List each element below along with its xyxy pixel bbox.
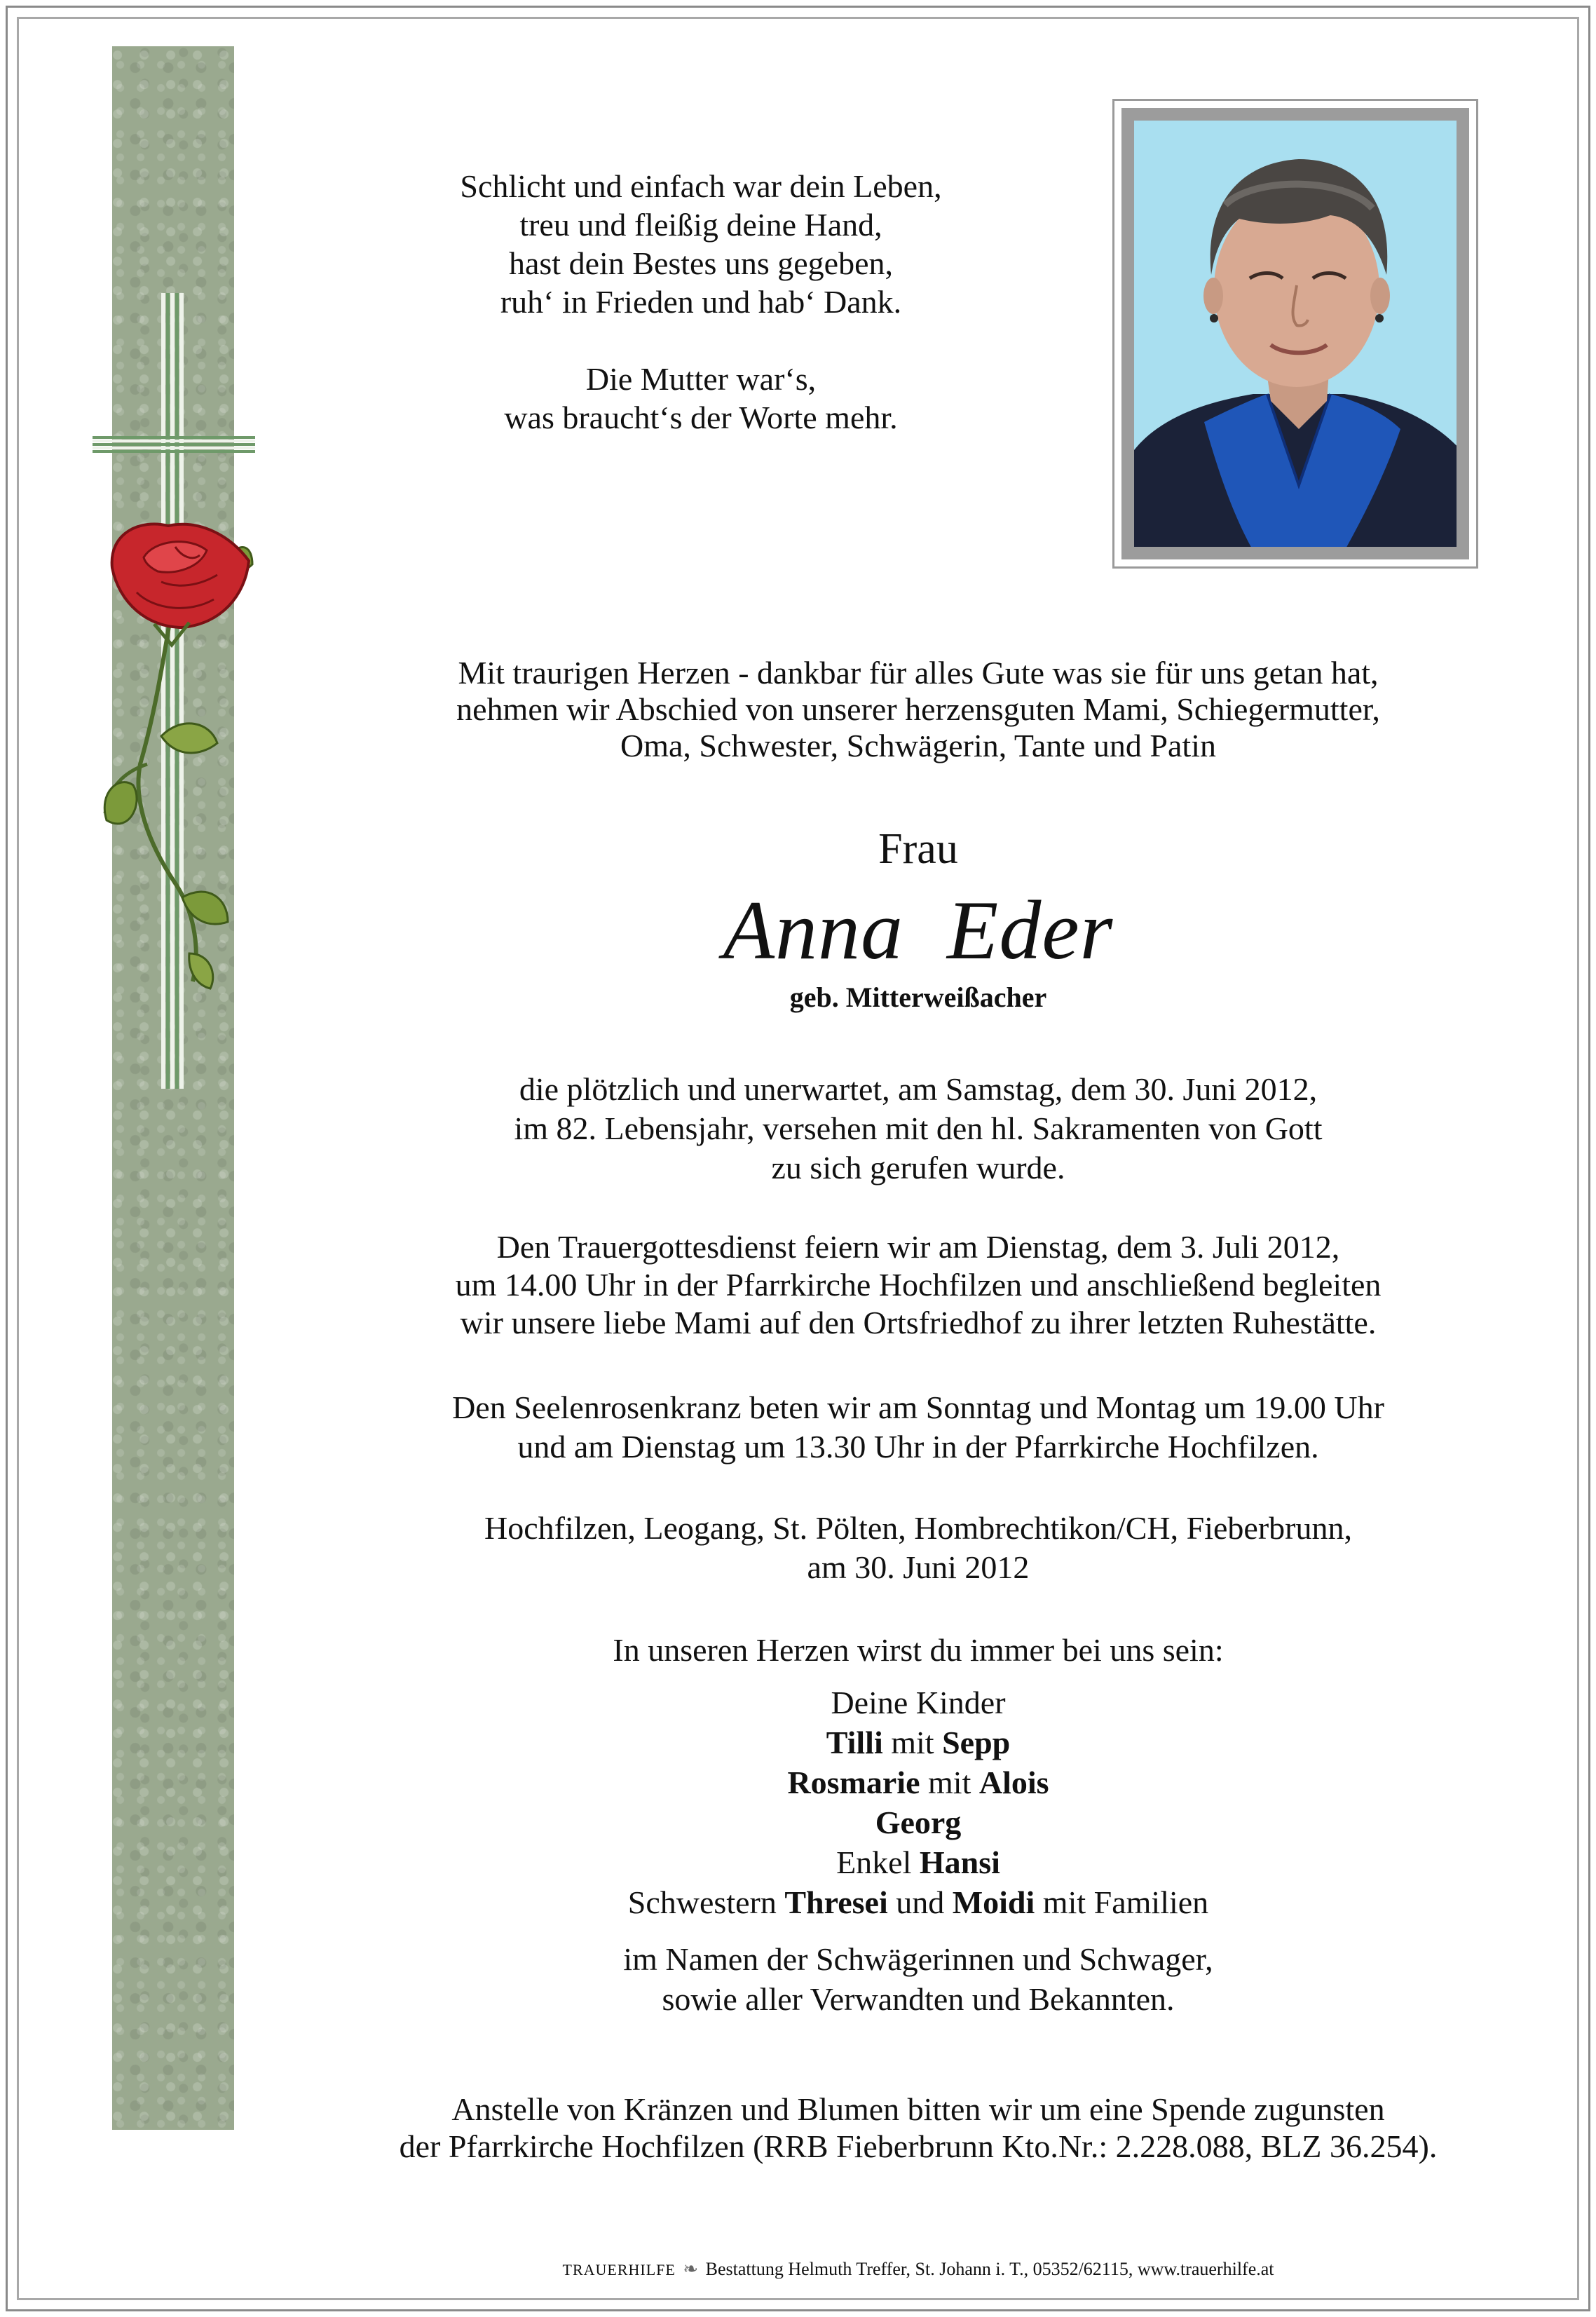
portrait-frame	[1112, 99, 1478, 569]
family-line-enkel	[350, 1842, 1486, 1882]
poem-line: Schlicht und einfach war dein Leben,	[460, 168, 942, 204]
hearts-line: In unseren Herzen wirst du immer bei uns sein:	[613, 1632, 1224, 1668]
family-name: Rosmarie	[787, 1765, 920, 1800]
feather-icon: ❧	[683, 2259, 699, 2279]
family-line-tilli	[350, 1723, 1486, 1762]
maiden-name: geb. Mitterweißacher	[789, 981, 1047, 1013]
poem-line: ruh‘ in Frieden und hab‘ Dank.	[500, 284, 902, 320]
poem	[329, 167, 1072, 437]
footer-undertaker	[350, 2257, 1486, 2282]
donation-request	[294, 2091, 1542, 2165]
portrait-woman-icon	[1134, 121, 1457, 547]
portrait-mat	[1121, 108, 1469, 559]
family-name: Hansi	[919, 1844, 1000, 1880]
family-name: Georg	[875, 1805, 962, 1840]
donation-line: Anstelle von Kränzen und Blumen bitten wir um eine Spende zugunsten	[451, 2091, 1385, 2127]
family-line-rosmarie	[350, 1762, 1486, 1802]
rosary-line: Den Seelenrosenkranz beten wir am Sonntag und Montag um 19.00 Uhr	[452, 1389, 1384, 1425]
behalf-line: im Namen der Schwägerinnen und Schwager,	[623, 1941, 1213, 1977]
family-name: Thresei	[784, 1884, 888, 1920]
rosary-notice	[350, 1388, 1486, 1467]
family-connector: und	[896, 1884, 945, 1920]
family-connector: Enkel	[836, 1844, 912, 1880]
donation-line: der Pfarrkirche Hochfilzen (RRB Fieberbrunn Kto.Nr.: 2.228.088, BLZ 36.254).	[399, 2128, 1438, 2164]
family-list	[350, 1683, 1486, 1922]
intro-line: nehmen wir Abschied von unserer herzensguten Mami, Schiegermutter,	[456, 691, 1380, 727]
intro-line: Oma, Schwester, Schwägerin, Tante und Patin	[620, 728, 1216, 763]
family-children-heading: Deine Kinder	[831, 1685, 1006, 1720]
family-line-georg	[350, 1802, 1486, 1842]
intro-line: Mit traurigen Herzen - dankbar für alles Gute was sie für uns getan hat,	[458, 655, 1379, 691]
deceased-name-text: Anna Eder	[723, 883, 1114, 977]
family-name: Moidi	[952, 1884, 1035, 1920]
death-line: im 82. Lebensjahr, versehen mit den hl. Sakramenten von Gott	[514, 1110, 1323, 1146]
intro-paragraph	[350, 655, 1486, 764]
behalf-line: sowie aller Verwandten und Bekannten.	[662, 1981, 1175, 2017]
place-line: Hochfilzen, Leogang, St. Pölten, Hombrechtikon/CH, Fieberbrunn,	[484, 1510, 1352, 1546]
death-notice	[350, 1070, 1486, 1188]
portrait-photo	[1134, 121, 1457, 547]
place-line: am 30. Juni 2012	[807, 1549, 1030, 1585]
poem-spacer	[329, 321, 1072, 360]
poem-line: was braucht‘s der Worte mehr.	[504, 400, 898, 435]
family-name: Sepp	[942, 1725, 1011, 1760]
mass-line: um 14.00 Uhr in der Pfarrkirche Hochfilzen und anschließend begleiten	[455, 1267, 1382, 1303]
family-line-sisters	[350, 1882, 1486, 1922]
rosary-line: und am Dienstag um 13.30 Uhr in der Pfarrkirche Hochfilzen.	[517, 1429, 1319, 1465]
salutation: Frau	[878, 825, 958, 873]
family-name: Alois	[978, 1765, 1049, 1800]
on-behalf-of	[350, 1939, 1486, 2019]
family-name: Tilli	[826, 1725, 883, 1760]
family-connector: mit	[891, 1725, 934, 1760]
cross-with-rose-icon	[77, 280, 287, 1101]
poem-line: Die Mutter war‘s,	[585, 361, 817, 397]
funeral-service	[350, 1228, 1486, 1342]
place-and-date	[350, 1509, 1486, 1587]
poem-line: treu und fleißig deine Hand,	[519, 207, 882, 243]
death-line: zu sich gerufen wurde.	[771, 1150, 1065, 1185]
footer-text: Bestattung Helmuth Treffer, St. Johann i. T., 05352/62115, www.trauerhilfe.at	[705, 2259, 1274, 2279]
family-connector: Schwestern	[627, 1884, 777, 1920]
family-connector: mit	[928, 1765, 971, 1800]
death-line: die plötzlich und unerwartet, am Samstag, dem 30. Juni 2012,	[519, 1071, 1318, 1107]
footer-brand: TRAUERHILFE	[562, 2261, 676, 2278]
deceased-name	[561, 885, 1276, 976]
mass-line: Den Trauergottesdienst feiern wir am Dienstag, dem 3. Juli 2012,	[496, 1229, 1340, 1265]
family-connector: mit Familien	[1042, 1884, 1209, 1920]
mass-line: wir unsere liebe Mami auf den Ortsfriedhof zu ihrer letzten Ruhestätte.	[460, 1305, 1377, 1340]
poem-line: hast dein Bestes uns gegeben,	[508, 245, 894, 281]
